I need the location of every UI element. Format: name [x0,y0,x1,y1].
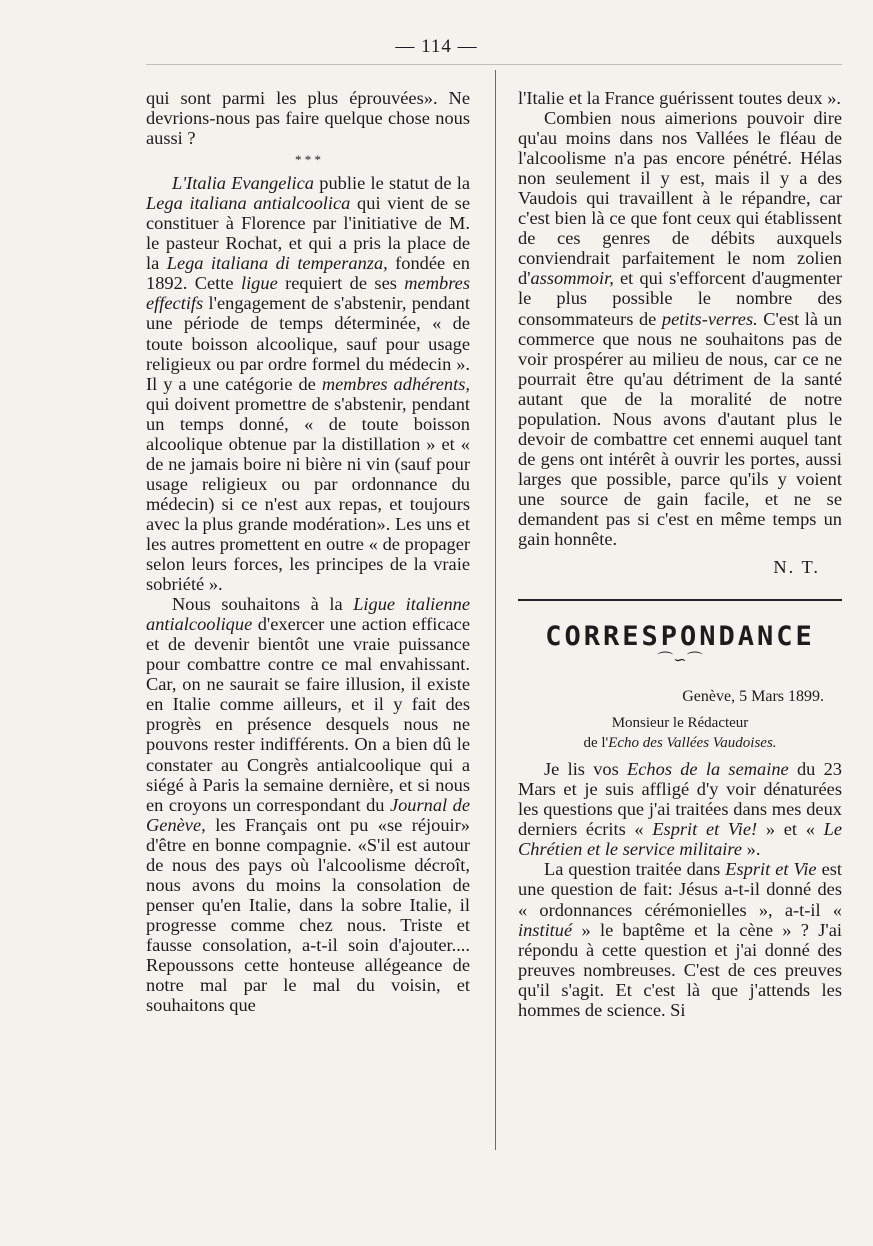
italic-text: ligue [240,273,278,294]
section-stars: * * * [295,152,321,168]
text: d'exercer une action efficace et de devenir bientôt une vraie puissance pour combattre contre ce mal envahissant. Car, on ne saurait se faire illusion, il existe en Italie comme ailleurs, et il y fait des progrès en présence desquels nous ne pouvons rester indifférents. On a bien dû le constater au Congrès antialcoolique qui a siégé à Paris la semaine dernière, et si nous en croyons un correspondant du [146,614,470,815]
paragraph [518,759,842,859]
text: et qui s'efforcent d'augmenter le plus possible le nombre des consommateurs de [518,268,842,329]
italic-text: Esprit et Vie! [652,819,758,840]
text: Combien nous aimerions pouvoir dire qu'au moins dans nos Vallées le fléau de l'alcoolisme n'a pas encore pénétré. Hélas non seulement il y est, mais il y a des Vaudois qui travaillent à le répandre, car c'est bien là ce que font ceux qui établissent de ces genres de débits auxquels conviendrait parfaitement le nom zolien d' [518,108,842,289]
italic-text: L'Italia Evangelica [172,173,314,194]
right-column [518,88,842,1020]
paragraph: qui sont parmi les plus éprouvées». Ne devrions-nous pas faire quelque chose nous aussi ? [146,88,470,149]
italic-text: Ligue italienne antialcoolique [146,594,471,635]
text: qui vient de se constituer à Florence par l'initiative de M. le pasteur Rochat, et qui a pris la place de la [146,193,471,274]
paragraph [146,173,470,594]
header-rule [146,64,842,65]
text: ». [742,839,761,860]
paragraph: l'Italie et la France guérissent toutes deux ». [518,88,842,108]
text: du 23 Mars et je suis affligé d'y voir dénaturées les questions que j'ai traitées dans mes deux derniers écrits « [518,759,842,840]
text: » le baptême et la cène » ? J'ai répondu à cette question et j'ai donné des preuves nombreuses. C'est de ces preuves qu'il s'agit. Et c'est là que j'attends les hommes de science. Si [518,919,842,1020]
text: C'est là un commerce que nous ne souhaitons pas de voir prospérer au milieu de nous, car ce ne pourrait être qu'au détriment de la santé autant que de la moralité de notre population. Nous avons d'autant plus le devoir de combattre cet ennemi auquel tant de gens ont intérêt à ouvrir les portes, aussi larges que possible, parce qu'ils y voient une source de gain facile, et ne se demandent pas si c'est en même temps un gain honnête. [518,308,843,550]
italic-text: institué [518,919,573,940]
text: fondée en 1892. Cette [146,253,470,294]
text: est une question de fait: Jésus a-t-il donné des « ordonnances cérémonielles », a-t-il « [518,859,842,920]
ornament-icon: ⌒∽⌒ [657,652,703,670]
italic-text: membres effectifs [146,273,470,314]
italic-text: Echo des Vallées Vaudoises. [608,735,777,752]
section-divider [518,599,842,601]
text: Nous souhaitons à la [172,594,354,615]
italic-text: petits-verres. [661,308,758,329]
text: La question traitée dans [544,859,726,880]
text: Je lis vos [544,759,628,780]
italic-text: membres adhérents, [321,373,470,394]
italic-text: Le Chrétien et le service militaire [518,819,842,860]
paragraph [146,594,470,1015]
letter-salutation-line2 [518,733,842,753]
text: requiert de ses [277,273,405,294]
text: publie le statut de la [314,173,471,194]
italic-text: Esprit et Vie [725,859,817,880]
paragraph [518,859,842,1019]
italic-text: Lega italiana di temperanza, [166,253,388,274]
text: les Français ont pu «se réjouir» d'être en bonne compagnie. «S'il est autour de nous des pays où l'alcoolisme décroît, nous avons du moins la consolation de penser qu'en Italie, dans la sobre Italie, il progresse comme chez nous. Triste et fausse consolation, a-t-il soin d'ajouter.... Repoussons cette honteuse allégeance de notre mal par le mal du voisin, et souhaitons que [146,814,470,1016]
italic-text: Lega italiana antialcoolica [146,193,351,214]
text: » et « [757,819,824,840]
text: de l' [583,735,609,752]
italic-text: Echos de la semaine [627,759,789,780]
letter-salutation: Monsieur le Rédacteur [611,715,749,732]
section-title: CORRESPONDANCE [545,621,815,653]
paragraph [518,108,842,549]
column-divider [495,70,496,1150]
page-number: — 114 — [395,36,478,57]
italic-text: assommoir, [530,268,614,289]
article-signature: N. T. [773,557,820,578]
letter-dateline: Genève, 5 Mars 1899. [682,688,824,706]
italic-text: Journal de Genève, [146,794,471,835]
left-column [146,88,470,1015]
text: qui doivent promettre de s'abstenir, pendant un temps donné, « de toute boisson alcoolique obtenue par la distillation » et « de ne jamais boire ni bière ni vin (sauf pour usage religieux ou par ordonnance du médecin) si ce n'est aux repas, et toujours avec la plus grande modération». Les uns et les autres promettent en outre « de propager selon leurs forces, les principes de la vraie sobriété ». [146,393,470,595]
text: l'engagement de s'abstenir, pendant une période de temps déterminée, « de toute boisson alcoolique, sauf pour usage religieux ou par ordre formel du médecin ». Il y a une catégorie de [146,293,470,394]
